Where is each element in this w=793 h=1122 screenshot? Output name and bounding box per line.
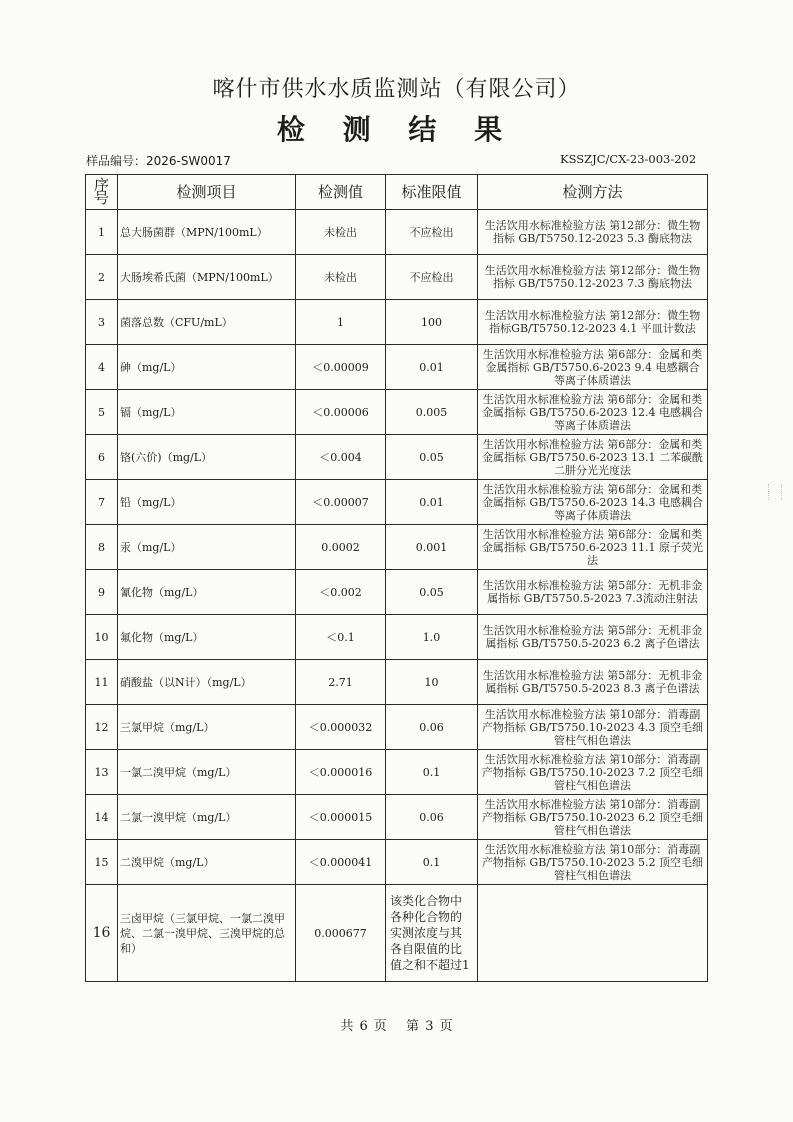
page-number: 共 6 页 第 3 页 (340, 1019, 453, 1034)
row-method: 生活饮用水标准检验方法 第5部分：无机非金属指标 GB/T5750.5-2023 7.3流动注射法 (478, 570, 708, 615)
row-limit: 0.06 (386, 795, 478, 840)
row-item: 铬(六价)（mg/L） (118, 435, 296, 480)
row-item: 菌落总数（CFU/mL） (118, 300, 296, 345)
row-item: 氰化物（mg/L） (118, 570, 296, 615)
row-item: 硝酸盐（以N计）（mg/L） (118, 660, 296, 705)
row-method: 生活饮用水标准检验方法 第10部分：消毒副产物指标 GB/T5750.10-2023 7.2 顶空毛细管柱气相色谱法 (478, 750, 708, 795)
row-value: ＜0.00006 (296, 390, 386, 435)
row-method: 生活饮用水标准检验方法 第6部分：金属和类金属指标 GB/T5750.6-2023 13.1 二苯碳酰二肼分光光度法 (478, 435, 708, 480)
table-row (86, 570, 708, 615)
row-limit: 0.001 (386, 525, 478, 570)
row-value: ＜0.000041 (296, 840, 386, 885)
row-limit: 100 (386, 300, 478, 345)
table-row (86, 615, 708, 660)
row-method: 生活饮用水标准检验方法 第12部分：微生物指标GB/T5750.12-2023 4.1 平皿计数法 (478, 300, 708, 345)
row-limit: 不应检出 (386, 255, 478, 300)
row-value: ＜0.1 (296, 615, 386, 660)
row-no: 6 (86, 435, 118, 480)
row-no: 3 (86, 300, 118, 345)
row-limit: 0.05 (386, 435, 478, 480)
row-method: 生活饮用水标准检验方法 第5部分：无机非金属指标 GB/T5750.5-2023 8.3 离子色谱法 (478, 660, 708, 705)
row-value: 2.71 (296, 660, 386, 705)
row-method: 生活饮用水标准检验方法 第10部分：消毒副产物指标 GB/T5750.10-2023 6.2 顶空毛细管柱气相色谱法 (478, 795, 708, 840)
row-limit: 10 (386, 660, 478, 705)
row-value: ＜0.00007 (296, 480, 386, 525)
document-code: KSSZJC/CX-23-003-202 (560, 152, 697, 166)
row-no: 10 (86, 615, 118, 660)
row-method: 生活饮用水标准检验方法 第12部分：微生物指标 GB/T5750.12-2023 7.3 酶底物法 (478, 255, 708, 300)
row-item: 总大肠菌群（MPN/100mL） (118, 210, 296, 255)
row-no: 1 (86, 210, 118, 255)
row-value: 0.000677 (296, 885, 386, 982)
row-method: 生活饮用水标准检验方法 第6部分：金属和类金属指标 GB/T5750.6-2023 11.1 原子荧光法 (478, 525, 708, 570)
table-row (86, 435, 708, 480)
row-no: 13 (86, 750, 118, 795)
table-row (86, 660, 708, 705)
header-value: 检测值 (296, 175, 386, 210)
row-no: 14 (86, 795, 118, 840)
header-method: 检测方法 (478, 175, 708, 210)
row-value: ＜0.000015 (296, 795, 386, 840)
row-limit: 1.0 (386, 615, 478, 660)
row-item: 铅（mg/L） (118, 480, 296, 525)
row-item: 氟化物（mg/L） (118, 615, 296, 660)
row-no: 16 (86, 885, 118, 982)
row-limit: 不应检出 (386, 210, 478, 255)
row-value: ＜0.00009 (296, 345, 386, 390)
row-no: 5 (86, 390, 118, 435)
row-value: ＜0.000016 (296, 750, 386, 795)
row-no: 11 (86, 660, 118, 705)
header-no: 序号 (86, 175, 118, 210)
row-method (478, 885, 708, 982)
row-method: 生活饮用水标准检验方法 第12部分：微生物指标 GB/T5750.12-2023 5.3 酶底物法 (478, 210, 708, 255)
document-title: 检 测 结 果 (276, 113, 517, 146)
row-limit: 0.1 (386, 840, 478, 885)
row-item: 汞（mg/L） (118, 525, 296, 570)
table-row (86, 840, 708, 885)
scan-margin-mark (768, 484, 782, 500)
row-no: 4 (86, 345, 118, 390)
table-row (86, 390, 708, 435)
organization-name: 喀什市供水水质监测站（有限公司） (212, 77, 581, 102)
row-value: 0.0002 (296, 525, 386, 570)
sample-number: 样品编号：2026-SW0017 (86, 154, 231, 168)
row-item: 三氯甲烷（mg/L） (118, 705, 296, 750)
row-item: 镉（mg/L） (118, 390, 296, 435)
table-row (86, 255, 708, 300)
table-row (86, 705, 708, 750)
row-limit: 0.01 (386, 345, 478, 390)
row-no: 12 (86, 705, 118, 750)
table-row (86, 300, 708, 345)
row-item: 三卤甲烷（三氯甲烷、一氯二溴甲烷、二氯一溴甲烷、三溴甲烷的总和） (118, 885, 296, 982)
table-row (86, 795, 708, 840)
table-row (86, 210, 708, 255)
row-no: 7 (86, 480, 118, 525)
row-item: 砷（mg/L） (118, 345, 296, 390)
row-limit: 0.05 (386, 570, 478, 615)
row-method: 生活饮用水标准检验方法 第6部分：金属和类金属指标 GB/T5750.6-2023 9.4 电感耦合等离子体质谱法 (478, 345, 708, 390)
table-row (86, 525, 708, 570)
row-item: 一氯二溴甲烷（mg/L） (118, 750, 296, 795)
table-row (86, 480, 708, 525)
row-method: 生活饮用水标准检验方法 第6部分：金属和类金属指标 GB/T5750.6-2023 14.3 电感耦合等离子体质谱法 (478, 480, 708, 525)
row-item: 二溴甲烷（mg/L） (118, 840, 296, 885)
row-limit: 0.01 (386, 480, 478, 525)
row-limit: 0.06 (386, 705, 478, 750)
row-value: 未检出 (296, 255, 386, 300)
row-no: 15 (86, 840, 118, 885)
row-item: 大肠埃希氏菌（MPN/100mL） (118, 255, 296, 300)
row-no: 9 (86, 570, 118, 615)
table-row (86, 885, 708, 982)
row-method: 生活饮用水标准检验方法 第10部分：消毒副产物指标 GB/T5750.10-2023 5.2 顶空毛细管柱气相色谱法 (478, 840, 708, 885)
row-value: ＜0.000032 (296, 705, 386, 750)
row-value: 1 (296, 300, 386, 345)
header-limit: 标准限值 (386, 175, 478, 210)
row-item: 二氯一溴甲烷（mg/L） (118, 795, 296, 840)
row-value: 未检出 (296, 210, 386, 255)
table-row (86, 750, 708, 795)
row-limit: 0.1 (386, 750, 478, 795)
row-method: 生活饮用水标准检验方法 第6部分：金属和类金属指标 GB/T5750.6-2023 12.4 电感耦合等离子体质谱法 (478, 390, 708, 435)
table-header-row (86, 175, 708, 210)
results-table (85, 174, 708, 982)
row-method: 生活饮用水标准检验方法 第5部分：无机非金属指标 GB/T5750.5-2023 6.2 离子色谱法 (478, 615, 708, 660)
table-row (86, 345, 708, 390)
row-value: ＜0.002 (296, 570, 386, 615)
row-limit: 0.005 (386, 390, 478, 435)
row-method: 生活饮用水标准检验方法 第10部分：消毒副产物指标 GB/T5750.10-2023 4.3 顶空毛细管柱气相色谱法 (478, 705, 708, 750)
row-limit: 该类化合物中各种化合物的实测浓度与其各自限值的比值之和不超过1 (386, 885, 478, 982)
row-no: 8 (86, 525, 118, 570)
row-value: ＜0.004 (296, 435, 386, 480)
header-item: 检测项目 (118, 175, 296, 210)
row-no: 2 (86, 255, 118, 300)
